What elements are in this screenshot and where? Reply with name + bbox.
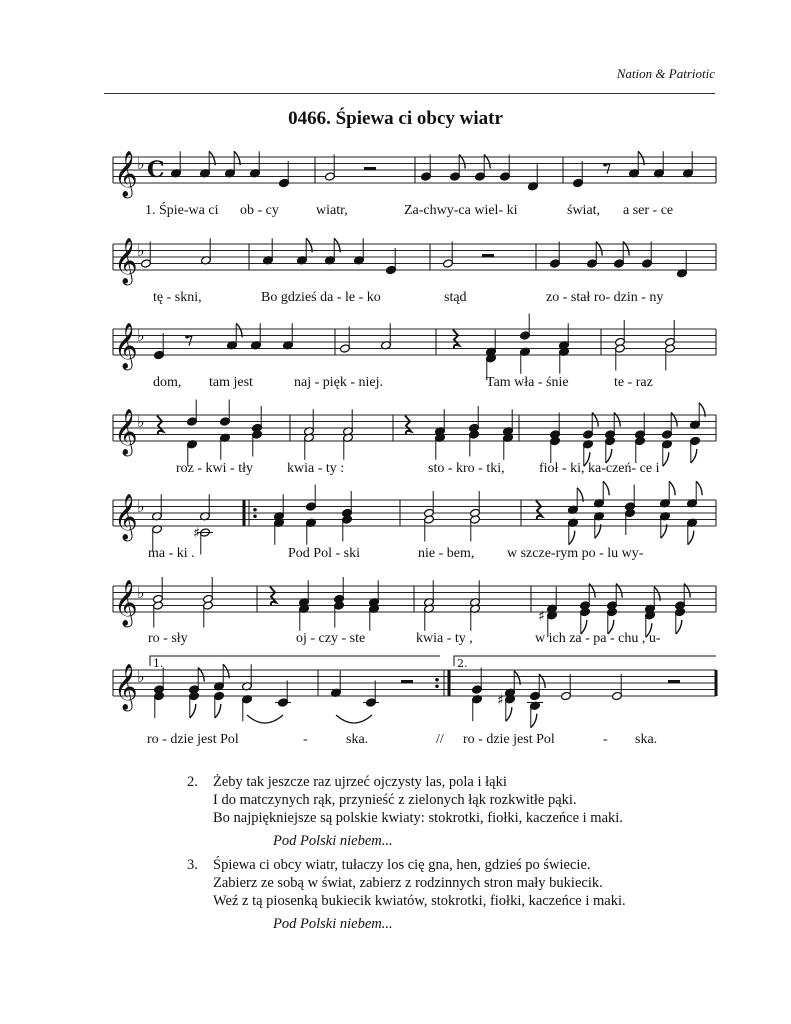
verse-line: Śpiewa ci obcy wiatr, tułaczy los cię gna, hen, gdzieś po świecie. [213,857,591,873]
verse-2 [187,773,626,850]
flat-key-signature-icon: ♭ [137,412,145,431]
flat-key-signature-icon: ♭ [137,667,145,686]
refrain-cue: Pod Polski niebem... [273,916,393,932]
flat-key-signature-icon: ♭ [137,326,145,345]
note-flag [696,481,702,495]
ending-bracket [150,656,440,666]
lyric-syllable: - [603,732,608,747]
ending-bracket [454,656,716,666]
treble-clef-icon: 𝄞 [114,323,138,369]
flat-key-signature-icon: ♭ [137,497,145,516]
lyric-syllable: Za-chwy-ca wiel- ki [404,203,518,218]
lyric-syllable: kwia - ty , [416,631,473,646]
repeat-dot [435,684,439,688]
repeat-dot [253,514,257,518]
note-flag [190,704,196,718]
lyric-syllable: tę - skni, [153,290,202,305]
treble-clef-icon: 𝄞 [114,238,138,284]
lyric-syllable: ro - dzie jest Pol [147,732,239,747]
lyric-syllable: ma - ki . [148,546,195,561]
quarter-rest [453,330,459,349]
sharp-accidental-icon: ♯ [193,525,200,542]
lyric-syllable: nie - bem, [418,546,475,561]
flat-key-signature-icon: ♭ [137,241,145,260]
lyric-syllable: Bo gdzieś da - le - ko [261,290,381,305]
lyric-syllable: ro - dzie jest Pol [463,732,555,747]
treble-clef-icon: 𝄞 [114,409,138,455]
note-flag [506,707,512,721]
note-flag [663,452,669,466]
quarter-rest [270,587,276,606]
song-title: 0466. Śpiewa ci obcy wiatr [288,108,503,129]
flat-key-signature-icon: ♭ [137,583,145,602]
verse-number: 2. [187,774,198,790]
lyric-syllable: kwia - ty : [287,461,345,476]
note-flag [531,714,537,728]
verse-number: 3. [187,857,198,873]
sharp-accidental-icon: ♯ [497,692,504,709]
lyric-syllable: tam jest [209,375,253,390]
treble-clef-icon: 𝄞 [114,664,138,710]
lyric-syllable: - [303,732,308,747]
lyric-syllable: ob - cy [240,203,279,218]
note-flag [676,620,682,634]
tie-slur [247,715,283,723]
lyric-syllable: w ich za - pa - chu , u- [535,631,661,646]
half-rest [668,680,680,684]
quarter-rest [536,501,542,520]
treble-clef-icon: 𝄞 [114,580,138,626]
half-rest [364,167,376,171]
lyric-syllable: roz - kwi - tły [176,461,253,476]
repeat-dot [435,678,439,682]
lyric-syllable: sto - kro - tki, [428,461,505,476]
tie-slur [336,715,372,723]
treble-clef-icon: 𝄞 [114,151,138,197]
quarter-rest [157,416,163,435]
verse-line: I do matczynych rąk, przynieść z zielonych łąk rozkwitłe pąki. [213,792,577,808]
lyric-syllable: w szcze-rym po - lu wy- [507,546,644,561]
flat-key-signature-icon: ♭ [137,154,145,173]
lyric-syllable: Tam wła - śnie [486,375,569,390]
repeat-dot [253,508,257,512]
lyric-syllable: a ser - ce [623,203,674,218]
category-label: Nation & Patriotic [616,66,715,81]
lyric-syllable: stąd [444,290,467,305]
verse-line: Bo najpiękniejsze są polskie kwiaty: stokrotki, fiołki, kaczeńce i maki. [213,810,623,826]
note-flag [603,481,609,495]
lyric-syllable: te - raz [614,375,653,390]
note-flag [669,481,675,495]
lyric-syllable: // [436,732,444,747]
half-rest [401,680,413,684]
lyric-syllable: dom, [153,375,182,390]
verse-line: Żeby tak jeszcze raz ujrzeć ojczysty las, pola i łąki [213,774,507,790]
note-flag [569,531,575,545]
lyric-syllable: Pod Pol - ski [288,546,360,561]
lyric-syllable: wiatr, [316,203,348,218]
note-flag [688,531,694,545]
lyric-syllable: naj - pięk - niej. [294,375,384,390]
ending-label: 2. [457,657,468,670]
treble-clef-icon: 𝄞 [114,494,138,540]
note-flag [215,704,221,718]
lyric-syllable: ska. [635,732,658,747]
quarter-rest [405,416,411,435]
lyric-syllable: ro - sły [148,631,188,646]
ending-label: 1. [153,657,164,670]
verses-section [187,773,626,939]
note-flag [691,449,697,463]
sharp-accidental-icon: ♯ [538,608,545,625]
lyric-syllable: świat, [567,203,601,218]
lyric-syllable: 1. Śpie-wa ci [145,203,219,218]
verse-line: Weź z tą piosenką bukiecik kwiatów, stokrotki, fiołki, kaczeńce i maki. [213,893,626,909]
lyric-syllable: ska. [346,732,369,747]
time-signature: C [147,157,165,183]
lyric-syllable: fioł - ki, ka-czeń- ce i [539,461,660,476]
half-rest [482,254,494,258]
lyric-syllable: oj - czy - ste [296,631,366,646]
verse-3 [187,856,626,933]
lyric-syllable: zo - stał ro- dzin - ny [546,290,664,305]
verse-line: Zabierz ze sobą w świat, zabierz z rodzinnych stron mały bukiecik. [213,875,603,891]
refrain-cue: Pod Polski niebem... [273,833,393,849]
